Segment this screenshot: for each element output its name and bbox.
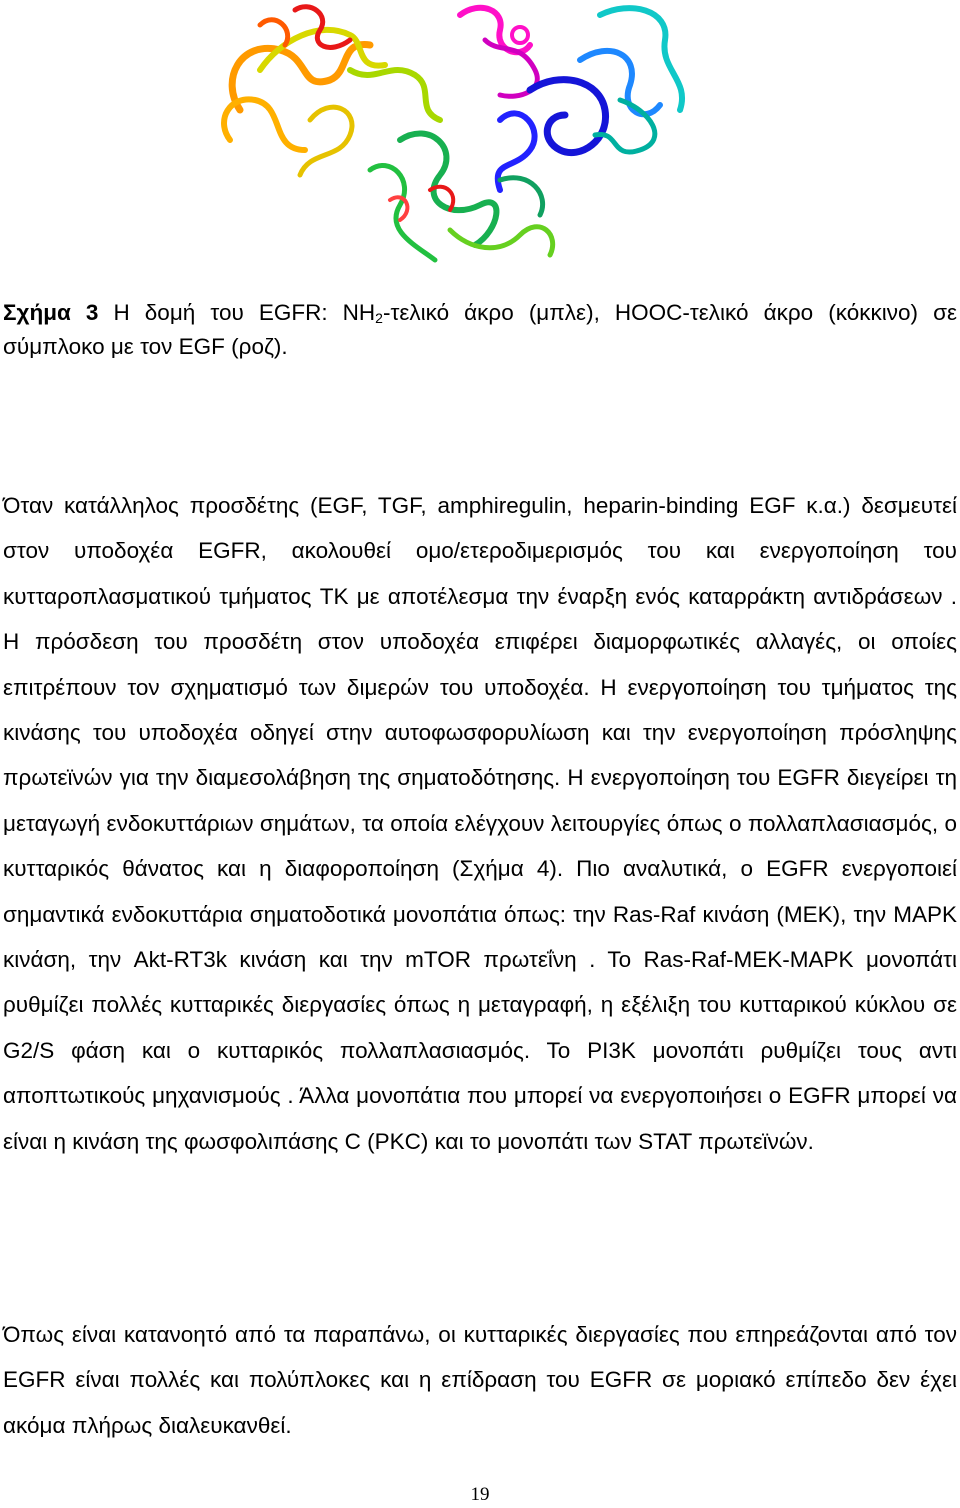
- figure-caption-label: Σχήμα 3: [3, 300, 99, 325]
- figure-caption: [3, 296, 957, 364]
- figure-caption-subscript: 2: [375, 310, 383, 326]
- protein-structure-figure: [200, 0, 700, 270]
- body-paragraph-1: Όταν κατάλληλος προσδέτης (EGF, TGF, amphiregulin, heparin-binding EGF κ.α.) δεσμευτεί στον υποδοχέα EGFR, ακολουθεί ομο/ετεροδιμερισμός του και ενεργοποίηση του κυτταροπλασματικού τμήματος TK με αποτέλεσμα την έναρξη ενός καταρράκτη αντιδράσεων . Η πρόσδεση του προσδέτη στον υποδοχέα επιφέρει διαμορφωτικές αλλαγές, οι οποίες επιτρέπουν τον σχηματισμό των διμερών του υποδοχέα. Η ενεργοποίηση του τμήματος της κινάσης του υποδοχέα οδηγεί στην αυτοφωσφορυλίωση και την ενεργοποίηση πρόσληψης πρωτεϊνών για την διαμεσολάβηση της σηματοδότησης. Η ενεργοποίηση του EGFR διεγείρει τη μεταγωγή ενδοκυττάριων σημάτων, τα οποία ελέγχουν λειτουργίες όπως ο πολλαπλασιασμός, ο κυτταρικός θάνατος και η διαφοροποίηση (Σχήμα 4). Πιο αναλυτικά, ο EGFR ενεργοποιεί σημαντικά ενδοκυττάρια σηματοδοτικά μονοπάτια όπως: την Ras-Raf κινάση (MEK), την MAPK κινάση, την Akt-RT3k κινάση και την mTOR πρωτεΐνη . Το Ras-Raf-MEK-MAPK μονοπάτι ρυθμίζει πολλές κυτταρικές διεργασίες όπως η μεταγραφή, η εξέλιξη του κυτταρικού κύκλου σε G2/S φάση και ο κυτταρικός πολλαπλασιασμός. Το PI3K μονοπάτι ρυθμίζει τους αντι αποπτωτικούς μηχανισμούς . Άλλα μονοπάτια που μπορεί να ενεργοποιήσει ο EGFR μπορεί να είναι η κινάση της φωσφολιπάσης C (PKC) και το μονοπάτι των STAT πρωτεϊνών.: [3, 493, 957, 1154]
- page-number: 19: [470, 1484, 490, 1505]
- body-paragraph-2: Όπως είναι κατανοητό από τα παραπάνω, οι κυτταρικές διεργασίες που επηρεάζονται από τον EGFR είναι πολλές και πολύπλοκες και η επίδραση του EGFR σε μοριακό επίπεδο δεν έχει ακόμα πλήρως διαλευκανθεί.: [3, 1322, 957, 1438]
- figure-caption-text-2: -τελικό άκρο (μπλε), HOOC-τελικό άκρο (κόκκινο) σε σύμπλοκο με τον EGF (ροζ).: [3, 300, 957, 359]
- figure-caption-text-1: Η δομή του EGFR: NH: [98, 300, 376, 325]
- protein-ribbon-image: [200, 0, 700, 270]
